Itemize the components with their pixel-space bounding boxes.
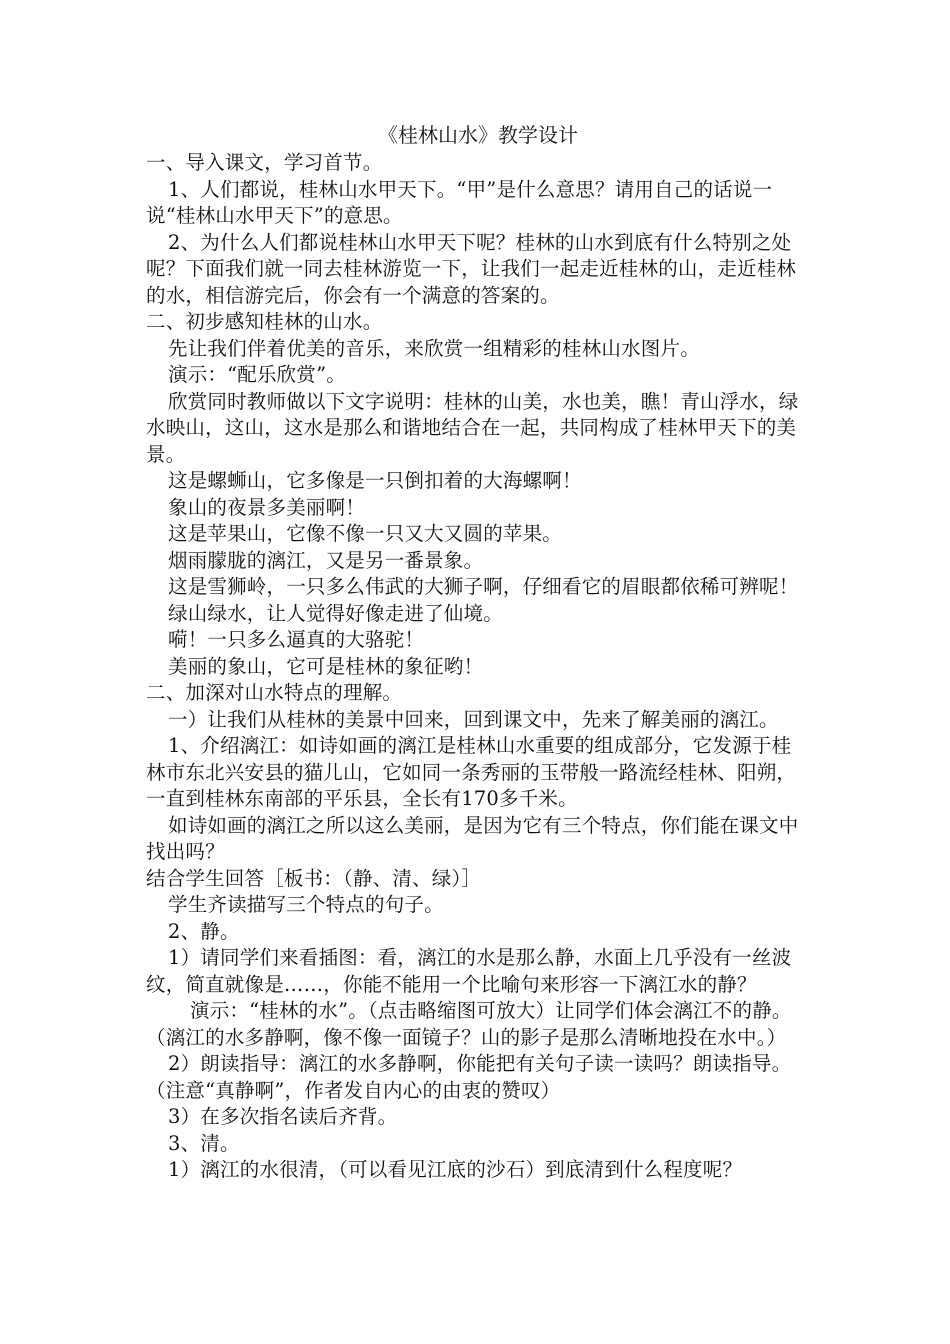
- paragraph: 1）漓江的水很清，（可以看见江底的沙石）到底清到什么程度呢？: [168, 1158, 743, 1181]
- paragraph: 3、清。: [168, 1131, 240, 1155]
- paragraph: 这是螺蛳山，它多像是一只倒扣着的大海螺啊！: [168, 469, 582, 492]
- paragraph: 2、静。: [168, 919, 240, 943]
- paragraph: 演示：“配乐欣赏”。: [168, 363, 346, 386]
- paragraph: 学生齐读描写三个特点的句子。: [168, 893, 444, 916]
- paragraph: 2、为什么人们都说桂林山水甲天下呢？桂林的山水到底有什么特别之处呢？下面我们就一同去桂林游览一下，让我们一起走近桂林的山，走近桂林的水，相信游完后，你会有一个满意的答案的。: [146, 230, 797, 307]
- paragraph: 欣赏同时教师做以下文字说明：桂林的山美，水也美，瞧！青山浮水，绿水映山，这山，这水是那么和谐地结合在一起，共同构成了桂林甲天下的美景。: [146, 389, 799, 466]
- paragraph: 结合学生回答［板书：（静、清、绿）］: [146, 866, 482, 890]
- paragraph: 二、初步感知桂林的山水。: [146, 310, 383, 333]
- paragraph: 一）让我们从桂林的美景中回来，回到课文中，先来了解美丽的漓江。: [168, 707, 779, 731]
- paragraph: 美丽的象山，它可是桂林的象征哟！: [168, 654, 484, 678]
- paragraph: 一、导入课文，学习首节。: [146, 151, 383, 174]
- paragraph: 演示：“桂林的水”。（点击略缩图可放大）让同学们体会漓江不的静。（漓江的水多静啊，像不像一面镜子？山的影子是那么清晰地投在水中。）: [146, 999, 792, 1049]
- paragraph: 先让我们伴着优美的音乐，来欣赏一组精彩的桂林山水图片。: [168, 336, 700, 360]
- document-body: [146, 150, 810, 1184]
- paragraph: 1、介绍漓江：如诗如画的漓江是桂林山水重要的组成部分，它发源于桂林市东北兴安县的猫儿山，它如同一条秀丽的玉带般一路流经桂林、阳朔，一直到桂林东南部的平乐县，全长有170多千米。: [146, 734, 797, 810]
- paragraph: 二、加深对山水特点的理解。: [146, 681, 403, 704]
- paragraph: 2）朗读指导：漓江的水多静啊，你能把有关句子读一读吗？朗读指导。（注意“真静啊”，作者发自内心的由衷的赞叹）: [146, 1052, 792, 1102]
- paragraph: 这是苹果山，它像不像一只又大又圆的苹果。: [168, 522, 563, 545]
- document-title: 《桂林山水》教学设计: [378, 123, 578, 147]
- paragraph: 象山的夜景多美丽啊！: [168, 495, 366, 519]
- paragraph: 绿山绿水，让人觉得好像走进了仙境。: [168, 601, 503, 625]
- paragraph: 1）请同学们来看插图：看，漓江的水是那么静，水面上几乎没有一丝波纹，简直就像是……，你能不能用一个比喻句来形容一下漓江水的静？: [146, 946, 792, 996]
- paragraph: 如诗如画的漓江之所以这么美丽，是因为它有三个特点，你们能在课文中找出吗？: [146, 813, 799, 863]
- paragraph: 这是雪狮岭，一只多么伟武的大狮子啊，仔细看它的眉眼都依稀可辨呢！: [168, 575, 799, 598]
- paragraph: 1、人们都说，桂林山水甲天下。“甲”是什么意思？请用自己的话说一说“桂林山水甲天下”的意思。: [146, 177, 773, 227]
- paragraph: 3）在多次指名读后齐背。: [168, 1105, 398, 1128]
- paragraph: 嗬！一只多么逼真的大骆驼！: [168, 628, 425, 651]
- paragraph: 烟雨朦胧的漓江，又是另一番景象。: [168, 548, 484, 572]
